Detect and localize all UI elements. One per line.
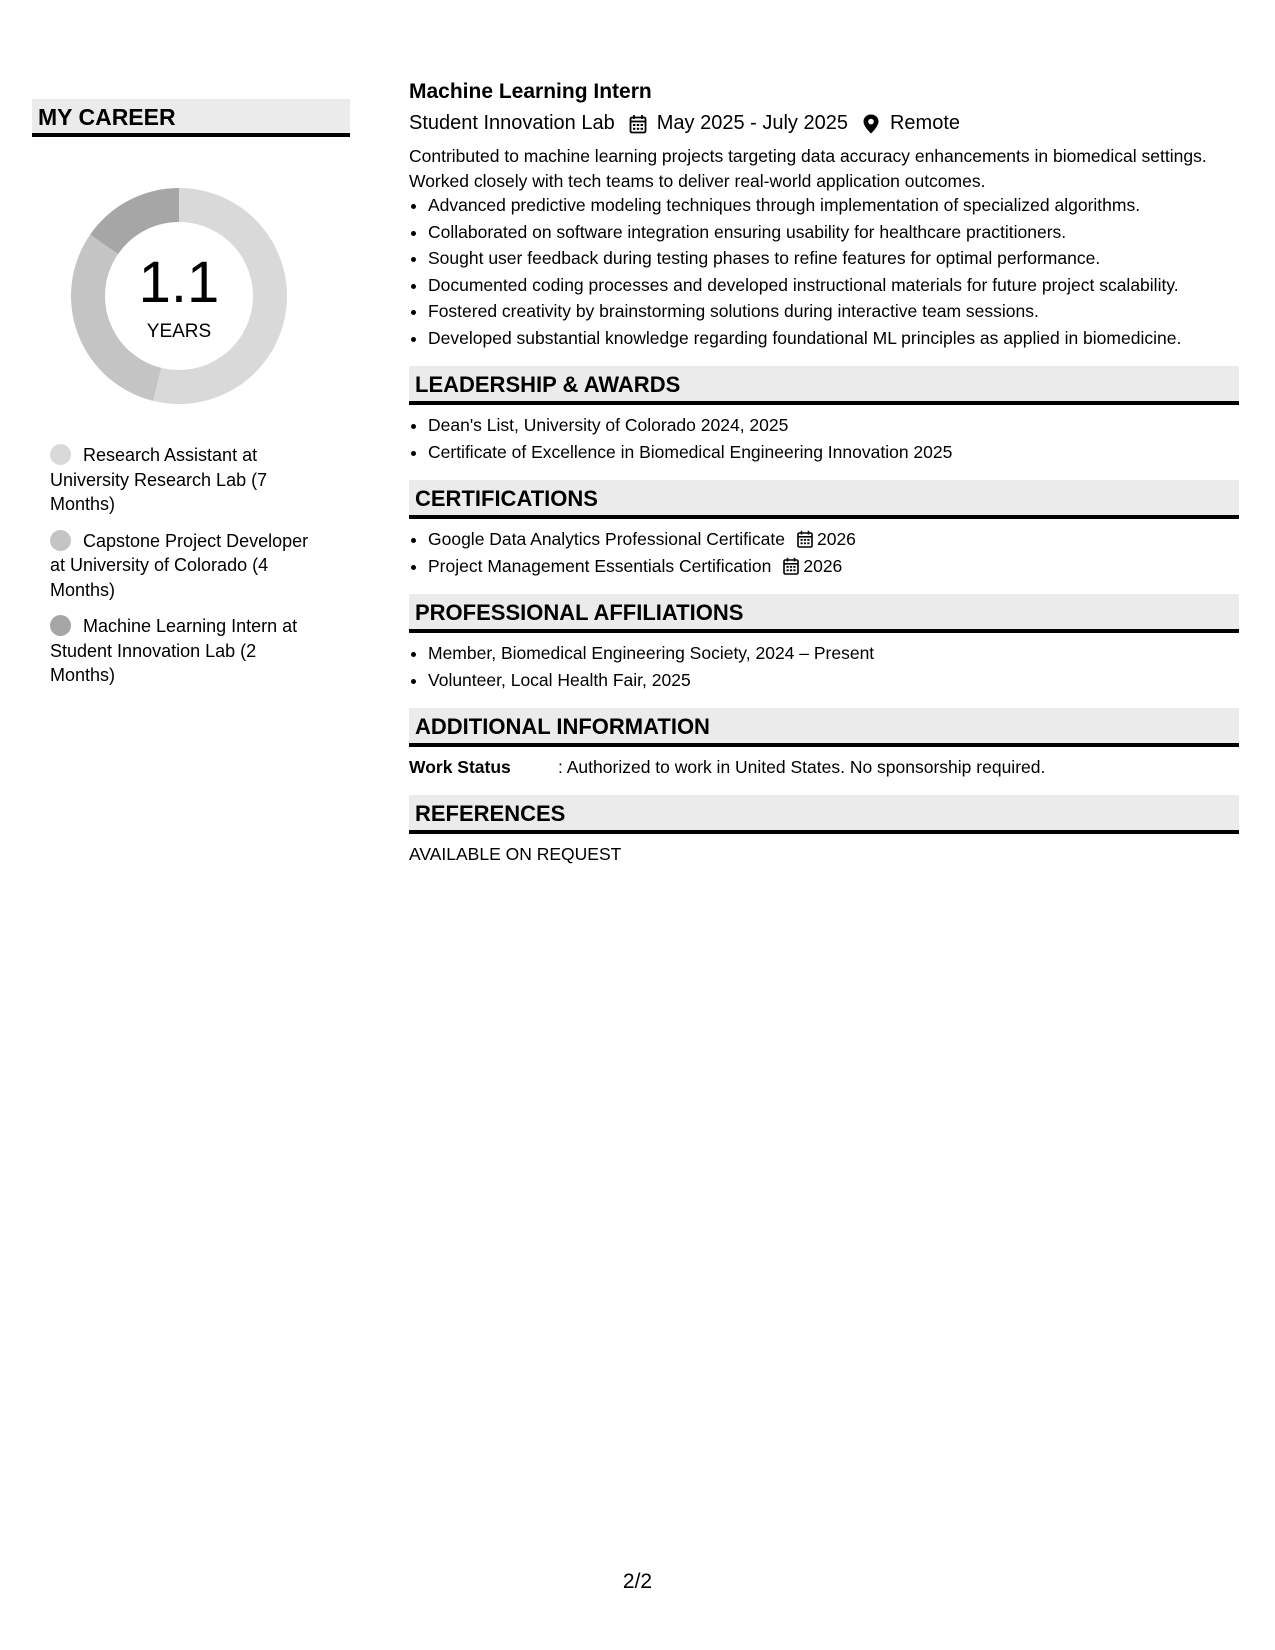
career-years-value: 1.1 (138, 250, 220, 315)
calendar-icon (783, 557, 799, 575)
calendar-icon (797, 530, 813, 548)
certifications-list (409, 527, 1239, 578)
leadership-list (409, 413, 1239, 464)
career-heading: MY CAREER (32, 99, 350, 137)
job-company: Student Innovation Lab (409, 112, 615, 134)
job-meta (409, 108, 1239, 138)
certification-name: Project Management Essentials Certification (428, 555, 772, 576)
certification-item (428, 554, 1239, 579)
legend-dot (50, 444, 71, 465)
work-status-label: Work Status (409, 757, 511, 777)
donut-center (66, 183, 292, 409)
certification-name: Google Data Analytics Professional Certificate (428, 529, 785, 549)
leadership-item: • Certificate of Excellence in Biomedical Engineering Innovation 2025 (428, 440, 1239, 465)
main-content (409, 78, 1239, 866)
job-bullet: • Advanced predictive modeling techniques through implementation of specialized algorithms. (428, 193, 1239, 218)
job-bullet: • Developed substantial knowledge regarding foundational ML principles as applied in biomedicine. (428, 326, 1239, 351)
calendar-icon (629, 113, 647, 133)
legend-dot (50, 530, 71, 551)
certifications-heading: CERTIFICATIONS (409, 480, 1239, 519)
certification-year: 2026 (803, 555, 843, 576)
legend-label: Capstone Project Developer at University of Colorado (4 Months) (50, 530, 309, 600)
affiliations-list (409, 641, 1239, 692)
work-status-value: : Authorized to work in United States. No sponsorship required. (558, 757, 1046, 777)
career-years-unit: YEARS (146, 321, 212, 342)
job-bullet: • Sought user feedback during testing phases to refine features for optimal performance. (428, 246, 1239, 271)
affiliation-item: • Volunteer, Local Health Fair, 2025 (428, 668, 1239, 693)
leadership-item: • Dean's List, University of Colorado 2024, 2025 (428, 413, 1239, 438)
legend-dot (50, 615, 71, 636)
additional-info-heading: ADDITIONAL INFORMATION (409, 708, 1239, 747)
legend-label: Research Assistant at University Research Lab (7 Months) (50, 445, 268, 514)
job-dates: May 2025 - July 2025 (656, 112, 848, 134)
page-number: 2/2 (622, 1570, 653, 1593)
job-bullet: • Fostered creativity by brainstorming solutions during interactive team sessions. (428, 299, 1239, 324)
job-bullet: • Collaborated on software integration ensuring usability for healthcare practitioners. (428, 220, 1239, 245)
career-legend (50, 443, 320, 700)
job-bullet: • Documented coding processes and developed instructional materials for future project scalability. (428, 273, 1239, 298)
legend-label: Machine Learning Intern at Student Innovation Lab (2 Months) (50, 616, 298, 685)
references-heading: REFERENCES (409, 795, 1239, 834)
references-text: AVAILABLE ON REQUEST (409, 844, 622, 864)
certification-year: 2026 (816, 529, 856, 549)
leadership-heading: LEADERSHIP & AWARDS (409, 366, 1239, 405)
work-status-row (409, 755, 1239, 779)
job-title: Machine Learning Intern (409, 80, 652, 103)
job-location: Remote (889, 112, 960, 134)
legend-item (50, 529, 320, 603)
certification-item (428, 527, 1239, 552)
career-donut-chart (66, 183, 292, 409)
legend-item (50, 443, 320, 517)
map-pin-icon (862, 113, 880, 133)
career-sidebar (32, 99, 350, 685)
affiliation-item: • Member, Biomedical Engineering Society, 2024 – Present (428, 641, 1239, 666)
legend-item (50, 614, 320, 688)
job-description: Contributed to machine learning projects targeting data accuracy enhancements in biomedical settings. Worked closely with tech teams to deliver real-world application outcomes. (409, 146, 1207, 191)
affiliations-heading: PROFESSIONAL AFFILIATIONS (409, 594, 1239, 633)
job-bullets (409, 193, 1239, 350)
